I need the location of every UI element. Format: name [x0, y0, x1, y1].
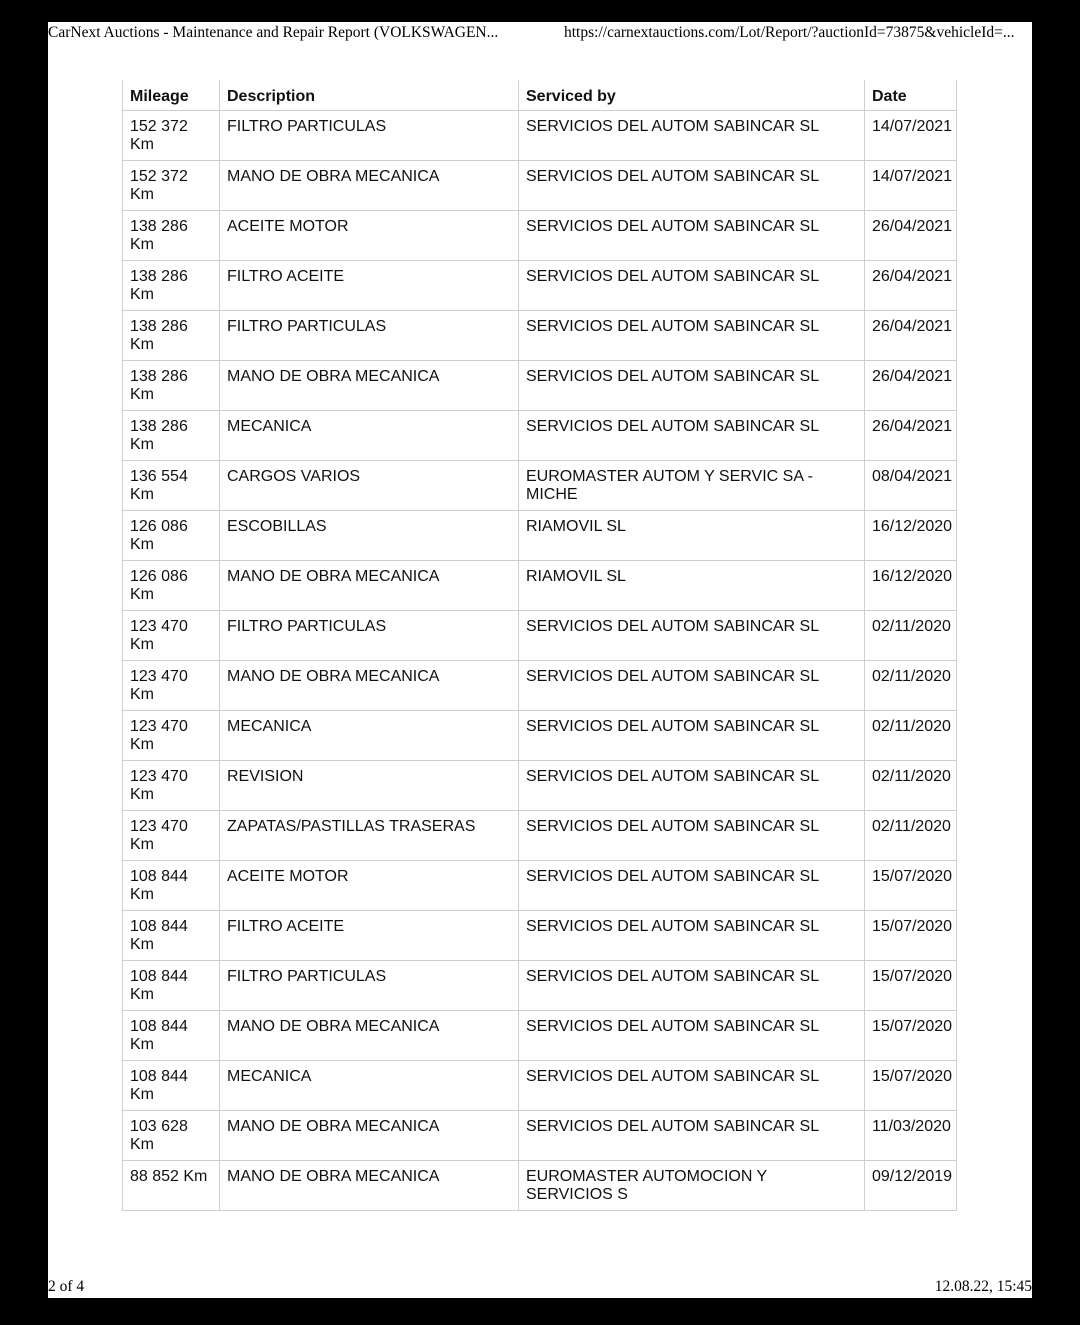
column-header-serviced-by: Serviced by — [519, 80, 865, 110]
cell-date: 09/12/2019 — [865, 1160, 957, 1210]
cell-serviced-by: SERVICIOS DEL AUTOM SABINCAR SL — [519, 860, 865, 910]
table-row — [123, 660, 957, 710]
column-header-mileage: Mileage — [123, 80, 220, 110]
cell-date: 26/04/2021 — [865, 310, 957, 360]
cell-mileage: 103 628 Km — [123, 1110, 220, 1160]
cell-mileage: 123 470 Km — [123, 660, 220, 710]
document-page — [48, 22, 1032, 1298]
table-row — [123, 910, 957, 960]
cell-date: 15/07/2020 — [865, 1060, 957, 1110]
cell-mileage: 138 286 Km — [123, 260, 220, 310]
cell-mileage: 126 086 Km — [123, 560, 220, 610]
table-row — [123, 160, 957, 210]
table-row — [123, 360, 957, 410]
cell-description: CARGOS VARIOS — [220, 460, 519, 510]
cell-description: MANO DE OBRA MECANICA — [220, 1010, 519, 1060]
table-row — [123, 760, 957, 810]
table-row — [123, 1060, 957, 1110]
cell-description: MANO DE OBRA MECANICA — [220, 1160, 519, 1210]
column-header-date: Date — [865, 80, 957, 110]
maintenance-table — [122, 80, 957, 1211]
cell-date: 14/07/2021 — [865, 110, 957, 160]
cell-serviced-by: SERVICIOS DEL AUTOM SABINCAR SL — [519, 960, 865, 1010]
table-row — [123, 960, 957, 1010]
cell-date: 15/07/2020 — [865, 860, 957, 910]
table-row — [123, 610, 957, 660]
cell-mileage: 123 470 Km — [123, 810, 220, 860]
cell-mileage: 123 470 Km — [123, 710, 220, 760]
cell-serviced-by: RIAMOVIL SL — [519, 510, 865, 560]
cell-serviced-by: SERVICIOS DEL AUTOM SABINCAR SL — [519, 360, 865, 410]
cell-serviced-by: SERVICIOS DEL AUTOM SABINCAR SL — [519, 1060, 865, 1110]
cell-description: MANO DE OBRA MECANICA — [220, 1110, 519, 1160]
cell-mileage: 108 844 Km — [123, 910, 220, 960]
cell-description: FILTRO PARTICULAS — [220, 960, 519, 1010]
cell-mileage: 108 844 Km — [123, 1060, 220, 1110]
cell-mileage: 108 844 Km — [123, 960, 220, 1010]
cell-serviced-by: SERVICIOS DEL AUTOM SABINCAR SL — [519, 110, 865, 160]
cell-mileage: 136 554 Km — [123, 460, 220, 510]
cell-mileage: 88 852 Km — [123, 1160, 220, 1210]
cell-mileage: 108 844 Km — [123, 860, 220, 910]
cell-serviced-by: EUROMASTER AUTOMOCION Y SERVICIOS S — [519, 1160, 865, 1210]
cell-description: MANO DE OBRA MECANICA — [220, 360, 519, 410]
cell-description: ZAPATAS/PASTILLAS TRASERAS — [220, 810, 519, 860]
table-row — [123, 410, 957, 460]
cell-date: 16/12/2020 — [865, 510, 957, 560]
cell-date: 26/04/2021 — [865, 410, 957, 460]
cell-serviced-by: SERVICIOS DEL AUTOM SABINCAR SL — [519, 410, 865, 460]
table-row — [123, 260, 957, 310]
cell-serviced-by: SERVICIOS DEL AUTOM SABINCAR SL — [519, 710, 865, 760]
cell-description: MECANICA — [220, 410, 519, 460]
table-row — [123, 1110, 957, 1160]
cell-description: FILTRO PARTICULAS — [220, 110, 519, 160]
cell-serviced-by: SERVICIOS DEL AUTOM SABINCAR SL — [519, 760, 865, 810]
cell-serviced-by: SERVICIOS DEL AUTOM SABINCAR SL — [519, 1010, 865, 1060]
cell-serviced-by: SERVICIOS DEL AUTOM SABINCAR SL — [519, 260, 865, 310]
cell-date: 15/07/2020 — [865, 1010, 957, 1060]
cell-serviced-by: SERVICIOS DEL AUTOM SABINCAR SL — [519, 210, 865, 260]
cell-date: 26/04/2021 — [865, 210, 957, 260]
table-row — [123, 860, 957, 910]
cell-mileage: 152 372 Km — [123, 110, 220, 160]
table-row — [123, 210, 957, 260]
cell-date: 26/04/2021 — [865, 260, 957, 310]
cell-description: REVISION — [220, 760, 519, 810]
cell-date: 08/04/2021 — [865, 460, 957, 510]
print-header — [48, 24, 1032, 46]
table-row — [123, 1160, 957, 1210]
cell-mileage: 138 286 Km — [123, 310, 220, 360]
cell-serviced-by: SERVICIOS DEL AUTOM SABINCAR SL — [519, 1110, 865, 1160]
table-row — [123, 510, 957, 560]
cell-mileage: 108 844 Km — [123, 1010, 220, 1060]
cell-serviced-by: SERVICIOS DEL AUTOM SABINCAR SL — [519, 810, 865, 860]
table-row — [123, 710, 957, 760]
table-body — [123, 110, 957, 1210]
cell-description: ESCOBILLAS — [220, 510, 519, 560]
cell-date: 26/04/2021 — [865, 360, 957, 410]
table-row — [123, 460, 957, 510]
cell-description: MECANICA — [220, 710, 519, 760]
cell-serviced-by: SERVICIOS DEL AUTOM SABINCAR SL — [519, 310, 865, 360]
cell-description: MANO DE OBRA MECANICA — [220, 160, 519, 210]
cell-mileage: 138 286 Km — [123, 410, 220, 460]
print-datetime: 12.08.22, 15:45 — [934, 1278, 1032, 1295]
cell-date: 15/07/2020 — [865, 910, 957, 960]
cell-mileage: 138 286 Km — [123, 360, 220, 410]
cell-date: 02/11/2020 — [865, 710, 957, 760]
cell-description: FILTRO ACEITE — [220, 910, 519, 960]
page-number: 2 of 4 — [48, 1278, 85, 1295]
cell-serviced-by: EUROMASTER AUTOM Y SERVIC SA -MICHE — [519, 460, 865, 510]
column-header-description: Description — [220, 80, 519, 110]
cell-date: 02/11/2020 — [865, 610, 957, 660]
cell-mileage: 138 286 Km — [123, 210, 220, 260]
cell-serviced-by: SERVICIOS DEL AUTOM SABINCAR SL — [519, 910, 865, 960]
cell-mileage: 123 470 Km — [123, 610, 220, 660]
table-header-row — [123, 80, 957, 110]
table-row — [123, 110, 957, 160]
table-row — [123, 1010, 957, 1060]
cell-date: 16/12/2020 — [865, 560, 957, 610]
page-title: CarNext Auctions - Maintenance and Repair Report (VOLKSWAGEN... — [48, 24, 499, 41]
table-row — [123, 810, 957, 860]
cell-mileage: 152 372 Km — [123, 160, 220, 210]
cell-date: 02/11/2020 — [865, 810, 957, 860]
cell-description: FILTRO PARTICULAS — [220, 310, 519, 360]
cell-serviced-by: RIAMOVIL SL — [519, 560, 865, 610]
cell-description: MECANICA — [220, 1060, 519, 1110]
cell-description: FILTRO PARTICULAS — [220, 610, 519, 660]
cell-date: 15/07/2020 — [865, 960, 957, 1010]
cell-description: FILTRO ACEITE — [220, 260, 519, 310]
cell-mileage: 123 470 Km — [123, 760, 220, 810]
cell-mileage: 126 086 Km — [123, 510, 220, 560]
cell-serviced-by: SERVICIOS DEL AUTOM SABINCAR SL — [519, 610, 865, 660]
cell-description: MANO DE OBRA MECANICA — [220, 560, 519, 610]
print-footer — [48, 1278, 1032, 1298]
cell-date: 14/07/2021 — [865, 160, 957, 210]
cell-serviced-by: SERVICIOS DEL AUTOM SABINCAR SL — [519, 660, 865, 710]
cell-date: 02/11/2020 — [865, 760, 957, 810]
cell-date: 02/11/2020 — [865, 660, 957, 710]
table-row — [123, 560, 957, 610]
cell-description: ACEITE MOTOR — [220, 210, 519, 260]
cell-serviced-by: SERVICIOS DEL AUTOM SABINCAR SL — [519, 160, 865, 210]
cell-date: 11/03/2020 — [865, 1110, 957, 1160]
table-row — [123, 310, 957, 360]
page-url: https://carnextauctions.com/Lot/Report/?auctionId=73875&vehicleId=... — [564, 24, 1015, 41]
cell-description: MANO DE OBRA MECANICA — [220, 660, 519, 710]
cell-description: ACEITE MOTOR — [220, 860, 519, 910]
